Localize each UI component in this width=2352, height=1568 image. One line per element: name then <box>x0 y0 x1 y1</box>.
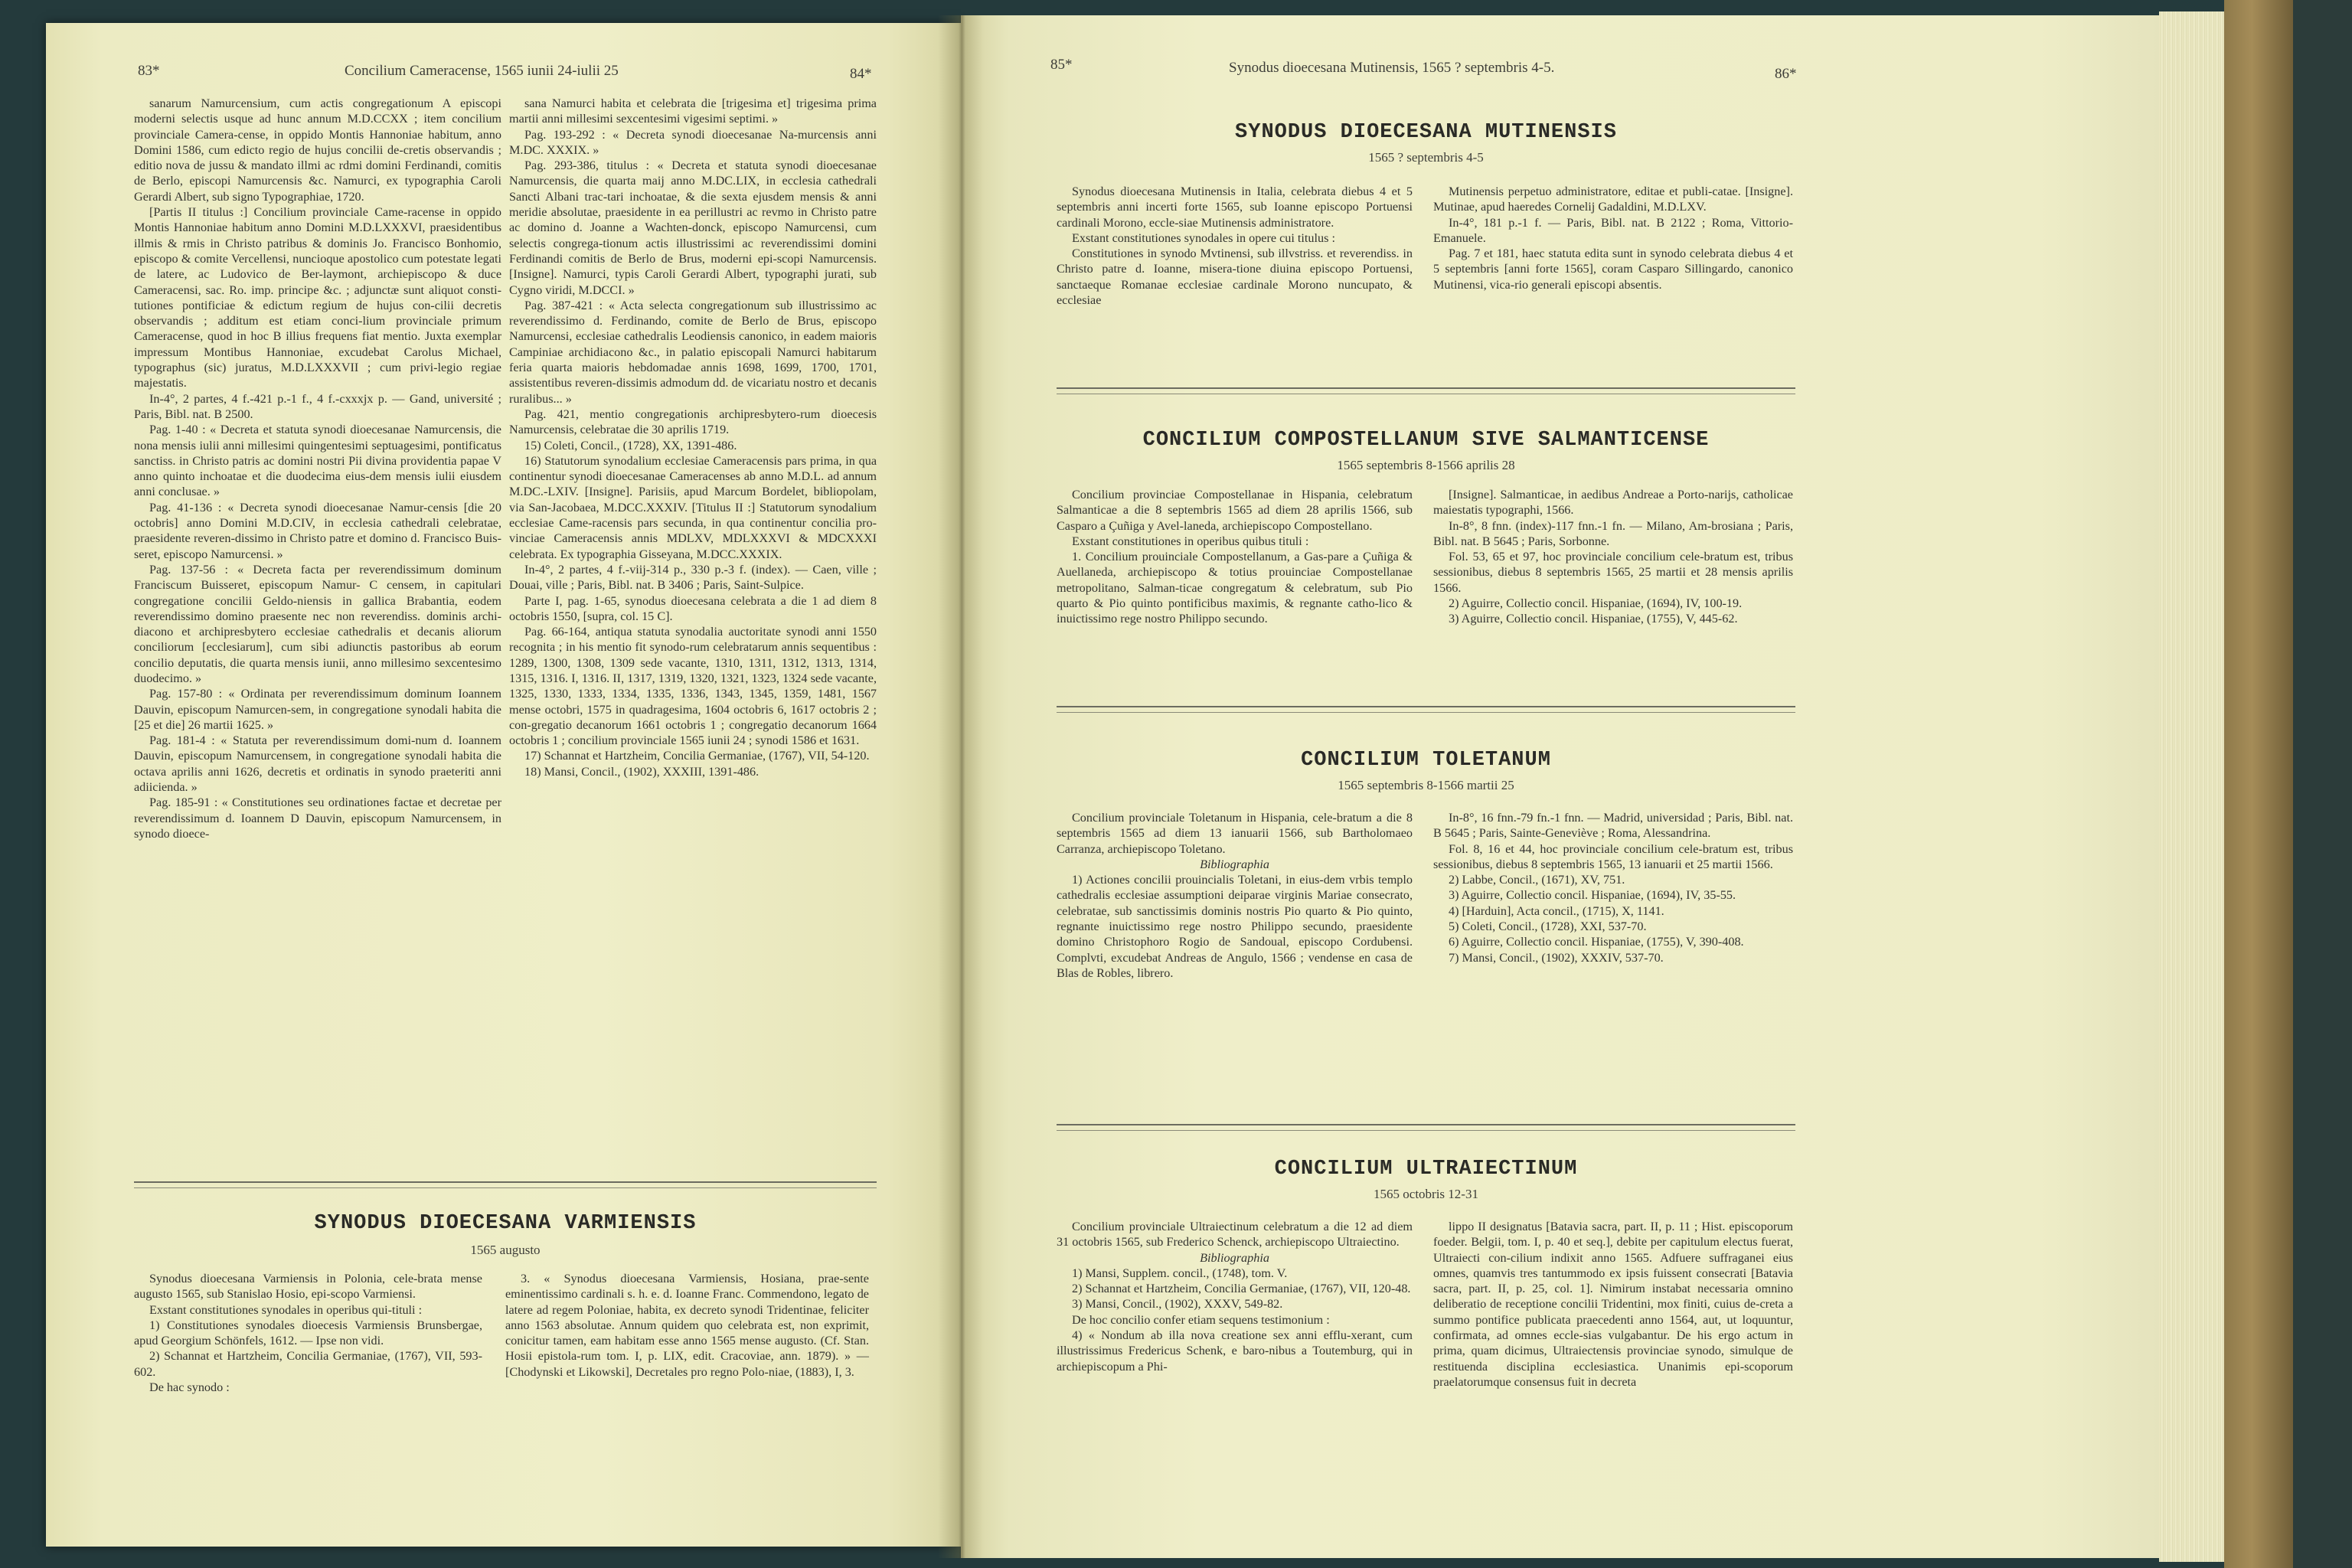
section-title-ultraiectinum: CONCILIUM ULTRAIECTINUM <box>1274 1158 1578 1181</box>
section-divider <box>1057 706 1795 713</box>
paragraph: In-8°, 8 fnn. (index)-117 fnn.-1 fn. — Milano, Am-brosiana ; Paris, Bibl. nat. B 5645 ; Paris, Sorbonne. <box>1433 518 1793 548</box>
paragraph: Constitutiones in synodo Mvtinensi, sub illvstriss. et reverendiss. in Christo patre d. Ioanne, misera-tione diuina episcopo Portuensi, sanctaeque Romanae ecclesiae cardinale Morono nuncupato, & ecclesiae <box>1057 247 1413 308</box>
page-number-86: 86* <box>1775 66 1797 82</box>
paragraph: 1) Constitutiones synodales dioecesis Varmiensis Brunsbergae, apud Georgium Schönfels, 1612. — Ipse non vidi. <box>134 1318 482 1348</box>
page-number-84: 84* <box>850 66 872 82</box>
bibliographia-heading: Bibliographia <box>1200 857 1269 871</box>
section-date-varmiensis: 1565 augusto <box>470 1243 541 1257</box>
paragraph: In-8°, 16 fnn.-79 fn.-1 fnn. — Madrid, universidad ; Paris, Bibl. nat. B 5645 ; Paris, Sainte-Geneviève ; Roma, Alessandrina. <box>1433 811 1793 841</box>
paragraph: Pag. 1-40 : « Decreta et statuta synodi dioecesanae Namurcensis, die nona mensis iulii anni millesimi quingentesimi septuagesimi, pontificatus sanctiss. in Christo patris ac domini nostri Pii divina providentia papae V anno quinto inchoatae et die duodecima eius-dem mensis iulii eiusdem anni conclusae. » <box>134 423 501 499</box>
left-column-1 <box>134 96 501 841</box>
section-title-varmiensis: SYNODUS DIOECESANA VARMIENSIS <box>314 1212 697 1235</box>
section-date-ultraiectinum: 1565 octobris 12-31 <box>1374 1187 1478 1201</box>
compostellanum-column-2 <box>1433 487 1793 627</box>
paragraph: Concilium provinciale Ultraiectinum celebratum a die 12 ad diem 31 octobris 1565, sub Frederico Schenck, archiepiscopo Ultraiectino. <box>1057 1220 1413 1250</box>
paragraph: Pag. 66-164, antiqua statuta synodalia auctoritate synodi anni 1550 recognita ; in his mentio fit synodo-rum celebratarum annis sequentibus : 1289, 1300, 1308, 1309 sede vacante, 1310, 1311, 1312, 1313, 1314, 1315, 1316. I, 1316. II, 1317, 1319, 1320, 1321, 1323, 1324 sede vacante, 1325, 1330, 1333, 1334, 1335, 1336, 1343, 1345, 1359, 1481, 1567 mense octobri, 1575 in quadragesima, 1604 octobris 6, 1617 octobris 2 ; con-gregatio decanorum 1661 octobris 1 ; congregatio decanorum 1664 octobris 1 ; concilium provinciale 1565 iunii 24 ; synodi 1586 et 1631. <box>509 625 877 748</box>
paragraph: 1. Concilium prouinciale Compostellanum, a Gas-pare a Çuñiga & Auellaneda, archiepiscopo & totius prouinciae Compostellanae metropolitano, Salman-ticae congregatum & celebratum, sub Pio quarto & Pio quinto pontificibus maximis, & regnante catho-lico & inuictissimo rege nostro Philippo secundo. <box>1057 550 1413 626</box>
page-number-85: 85* <box>1050 57 1073 73</box>
toletanum-column-1 <box>1057 810 1413 981</box>
page-number-83: 83* <box>138 63 160 79</box>
book-gutter <box>938 15 984 1558</box>
paragraph: 3. « Synodus dioecesana Varmiensis, Hosiana, prae-sente eminentissimo cardinali s. h. e. d. Ioanne Franc. Commendono, legato de latere ad regem Poloniae, habita, ex decreto synodi Tridentinae, feliciter anno 1563 absolutae. Annum quidem quo celebrata est, non exprimit, conicitur tamen, eam habitam esse anno 1565 mense augusto. (Cf. Stan. Hosii epistola-rum tom. I, p. LIX, edit. Cracoviae, ann. 1879). » — [Chodynski et Likowski], Decretales pro regno Polo-niae, (1883), I, 3. <box>505 1272 869 1379</box>
bibliography-entry: 4) « Nondum ab illa nova creatione sex anni efflu-xerant, cum illustrissimus Fredericus Schenk, e baro-nibus a Toutemburg, qui in archiepiscopum a Phi- <box>1057 1328 1413 1374</box>
mutinensis-column-2 <box>1433 184 1793 292</box>
paragraph: 6) Aguirre, Collectio concil. Hispaniae, (1755), V, 390-408. <box>1449 935 1744 949</box>
paragraph: 7) Mansi, Concil., (1902), XXXIV, 537-70. <box>1449 950 1664 965</box>
section-divider <box>1057 387 1795 394</box>
bibliography-entry: De hoc concilio confer etiam sequens testimonium : <box>1072 1312 1330 1327</box>
section-date-mutinensis: 1565 ? septembris 4-5 <box>1368 150 1484 165</box>
paragraph: 16) Statutorum synodalium ecclesiae Cameracensis pars prima, in qua continentur synodi dioecesanae Cameracenses ab anno M.D.L. ad annum M.DC.-LXIV. [Insigne]. Parisiis, apud Marcum Bordelet, bibliopolam, via San-Jacobaea, M.DCC.XXXIV. [Titulus II :] Statutorum synodalium ecclesiae Came-racensis pars secunda, in qua continentur concilia pro-vinciae Cameracensis annis MDLXV, MDLXXXVI & MDCXXXI celebrata. Ex typographia Gisseyana, M.DCC.XXXIX. <box>509 453 877 561</box>
section-title-mutinensis: SYNODUS DIOECESANA MUTINENSIS <box>1235 121 1617 144</box>
compostellanum-column-1 <box>1057 487 1413 627</box>
paragraph: Pag. 387-421 : « Acta selecta congregationum sub illustrissimo ac reverendissimo d. Ferdinando, comite de Berlo de Brus, episcopo Namurcensi, ecclesiae cathedralis Leodiensis canonico, in eadem maioris Campiniae archidiacono &c., in palatio episcopali Namurci habitarum feria quarta maioris hebdomadae annis 1698, 1699, 1700, 1701, assistentibus reveren-dissimis admodum dd. de vicariatu nostro et decanis ruralibus... » <box>509 298 877 406</box>
bibliography-entry: 2) Schannat et Hartzheim, Concilia Germaniae, (1767), VII, 120-48. <box>1072 1282 1411 1296</box>
section-date-compostellanum: 1565 septembris 8-1566 aprilis 28 <box>1337 458 1515 472</box>
paragraph: De hac synodo : <box>149 1380 230 1395</box>
paragraph: Concilium provinciae Compostellanae in Hispania, celebratum Salmanticae a die 8 septembris 1565 ad diem 28 aprilis 1566, sub Casparo a Çuñiga y Avel-laneda, archiepiscopo Compostellano. <box>1057 488 1413 533</box>
paragraph: Fol. 8, 16 et 44, hoc provinciale concilium cele-bratum est, tribus sessionibus, diebus 8 septembris 1565, 13 ianuarii et 25 martii 1566. <box>1433 841 1793 871</box>
section-divider <box>134 1181 877 1188</box>
paragraph: 3) Aguirre, Collectio concil. Hispaniae, (1694), IV, 35-55. <box>1449 888 1736 903</box>
bibliography-entry: 1) Mansi, Supplem. concil., (1748), tom. V. <box>1072 1266 1288 1280</box>
paragraph: lippo II designatus [Batavia sacra, part. II, p. 11 ; Hist. episcoporum foeder. Belgii, tom. I, p. 40 et seq.], debite per capitulum electus fuerat, Ultraiecti con-cilium indixit anno 1565. Adfuere suffraganei eius omnes, quamvis tres tantummodo ex ipsis fuissent consecrati [Batavia sacra, part. II, p. 25, col. 1]. Nimirum instabat necessaria omnino deliberatio de receptione concilii Tridentini, mox finiti, cuius de-creta a summo pontifice publicata praecedenti anno 1564, aut, ut loquuntur, confirmata, ad omnes eccle-sias vulgabantur. De his ergo actum in prima, quam dicimus, Ultraiectensis provinciae synodo, simulque de restituenda disciplina ecclesiastica. Unanimis epi-scoporum praelatorumque consensus fuit in decreta <box>1433 1220 1793 1389</box>
paragraph: 3) Aguirre, Collectio concil. Hispaniae, (1755), V, 445-62. <box>1449 612 1738 626</box>
paragraph: 17) Schannat et Hartzheim, Concilia Germaniae, (1767), VII, 54-120. <box>524 749 870 763</box>
section-date-toletanum: 1565 septembris 8-1566 martii 25 <box>1338 778 1514 792</box>
paragraph: Fol. 53, 65 et 97, hoc provinciale concilium cele-bratum est, tribus sessionibus, diebus 8 septembris 1565, 25 martii et 28 mensis aprilis 1566. <box>1433 550 1793 595</box>
section-divider <box>1057 1124 1795 1131</box>
paragraph: Exstant constitutiones synodales in operibus qui-tituli : <box>149 1302 423 1317</box>
paragraph: 15) Coleti, Concil., (1728), XX, 1391-486. <box>524 438 737 452</box>
section-title-toletanum: CONCILIUM TOLETANUM <box>1301 749 1551 772</box>
paragraph: 5) Coleti, Concil., (1728), XXI, 537-70. <box>1449 920 1647 934</box>
paragraph: Pag. 421, mentio congregationis archipresbytero-rum dioecesis Namurcensis, celebratae die 30 aprilis 1719. <box>509 407 877 437</box>
paragraph: sanarum Namurcensium, cum actis congregationum A episcopi moderni selectis usque ad hunc annum M.D.CCXX ; item concilium provinciale Camera-cense, in oppido Montis Hannoniae habitum, anno Domini 1586, cum edicto regio de hujus concilii de-cretis observandis ; editio nova de jussu & mandato illmi ac rdmi domini Ferdinandi, comitis de Berlo, episcopi Namurcensis &c. Namurci, ex typographia Caroli Gerardi Albert, sub signo Typographiae, 1720. <box>134 96 501 204</box>
paragraph: Pag. 41-136 : « Decreta synodi dioecesanae Namur-censis [die 20 octobris] anno Domini M.D.CIV, in ecclesia cathedrali celebratae, praesidente reveren-dissimo in Christo patre et domino d. Francisco Buis-seret, episcopo Namurcensi. » <box>134 500 501 561</box>
bibliography-entry: 1) Actiones concilii prouincialis Toletani, in eius-dem vrbis templo cathedralis ecclesiae assumptioni deiparae virginis Mariae consecrato, celebratae, sub sanctissimis dominis nostris Pio quarto & Pio quinto, regnante inuictissimo rege nostro Philippo secundo, praesidente domino Christophoro Rogio de Sandoual, episcopo Cordubensi. Complvti, excudebat Andreas de Angulo, 1566 ; vendense en casa de Blas de Robles, librero. <box>1057 873 1413 980</box>
paragraph: Synodus dioecesana Mutinensis in Italia, celebrata diebus 4 et 5 septembris anni incerti forte 1565, sub Ioanne episcopo Portuensi cardinali Morono, eccle-siae Mutinensis administratore. <box>1057 185 1413 230</box>
paragraph: [Partis II titulus :] Concilium provinciale Came-racense in oppido Montis Hannoniae habitum anno Domini M.D.LXXXVI, praesidentibus illmis & rmis in Christo patribus & dominis Jo. Francisco Bonhomio, episcopo & comite Vercellensi, nuncioque apostolico cum potestate legati de latere, ac Ludovico de Ber-laymont, archiepiscopo & duce Cameracensi, sac. Ro. imp. principe &c. ; adjunctæ sunt aliquot consti-tutiones pontificiae & edictum regium de hujus con-cilii decretis observandis ; additum est etiam conci-lium provinciale primum Cameracense, quod in hoc B illius frequens fiat mentio. Juxta exemplar impressum Montibus Hannoniae, excudebat Carolus Michael, typographus (sic) juratus, M.D.LXXXVII ; cum privi-legio regiae majestatis. <box>134 205 501 390</box>
running-title-right: Synodus dioecesana Mutinensis, 1565 ? septembris 4-5. <box>1229 60 1555 76</box>
paragraph: [Insigne]. Salmanticae, in aedibus Andreae a Porto-narijs, catholicae maiestatis typographi, 1566. <box>1433 488 1793 518</box>
paragraph: Parte I, pag. 1-65, synodus dioecesana celebrata a die 1 ad diem 8 octobris 1550, [supra, col. 15 C]. <box>509 593 877 623</box>
paragraph: 4) [Harduin], Acta concil., (1715), X, 1141. <box>1449 903 1664 918</box>
paragraph: Pag. 185-91 : « Constitutiones seu ordinationes factae et decretae per reverendissimum d. Ioannem D Dauvin, episcopum Namurcensem, in synodo dioece- <box>134 795 501 841</box>
paragraph: Pag. 137-56 : « Decreta facta per reverendissimum dominum Franciscum Buisseret, episcopum Namur- C censem, in capitulari congregatione concilii Geldo-niensis in gallica Brabantia, eodem reverendissimo domino praesente nec non reverendiss. dominis archi-diacono et archipresbytero ecclesiae cathedralis et decanis aliorum conciliorum [ecclesiarum], cum sibi adiunctis pastoribus ab eorum concilio deputatis, die quarta mensis iunii, anno millesimo sexcentesimo duodecimo. » <box>134 562 501 685</box>
paragraph: Synodus dioecesana Varmiensis in Polonia, cele-brata mense augusto 1565, sub Stanislao Hosio, epi-scopo Varmiensi. <box>134 1272 482 1302</box>
left-column-2 <box>509 96 877 779</box>
paragraph: 18) Mansi, Concil., (1902), XXXIII, 1391-486. <box>524 764 760 779</box>
running-title-left: Concilium Cameracense, 1565 iunii 24-iulii 25 <box>345 63 619 79</box>
paragraph: Pag. 193-292 : « Decreta synodi dioecesanae Na-murcensis anni M.DC. XXXIX. » <box>509 127 877 157</box>
ultraiectinum-column-1 <box>1057 1219 1413 1374</box>
paragraph: 2) Aguirre, Collectio concil. Hispaniae, (1694), IV, 100-19. <box>1449 596 1743 611</box>
paragraph: Pag. 7 et 181, haec statuta edita sunt in synodo celebrata diebus 4 et 5 septembris [anni forte 1565], coram Casparo Sillingardo, canonico Mutinensi, vica-rio generali episcopi absentis. <box>1433 247 1793 292</box>
mutinensis-column-1 <box>1057 184 1413 308</box>
background <box>2293 0 2352 1568</box>
book-cover-edge <box>2224 0 2293 1568</box>
bibliography-entry: 3) Mansi, Concil., (1902), XXXV, 549-82. <box>1072 1297 1283 1312</box>
varmiensis-column-1 <box>134 1271 482 1395</box>
paragraph: In-4°, 181 p.-1 f. — Paris, Bibl. nat. B 2122 ; Roma, Vittorio-Emanuele. <box>1433 215 1793 245</box>
ultraiectinum-column-2 <box>1433 1219 1793 1390</box>
paragraph: 2) Labbe, Concil., (1671), XV, 751. <box>1449 873 1625 887</box>
section-title-compostellanum: CONCILIUM COMPOSTELLANUM SIVE SALMANTICENSE <box>1142 429 1710 452</box>
paragraph: Pag. 157-80 : « Ordinata per reverendissimum dominum Ioannem Dauvin, episcopum Namurcen-sem, in congregatione synodali habita die [25 et die] 26 martii 1625. » <box>134 687 501 732</box>
paragraph: Pag. 293-386, titulus : « Decreta et statuta synodi dioecesanae Namurcensis, die quarta maij anno M.DC.LIX, in ecclesia cathedrali Sancti Albani trac-tari inchoatae, & die sexta ejusdem mensis & anni meridie absolutae, praesidente in ea perillustri ac revmo in Christo patre ac domino d. Joanne a Wachten-donck, episcopo Namurcensi, cum selectis congrega-tionum actis illustrissimi ac reverendissimi domini Ferdinandi comitis de Berlo de Brus, moderni epi-scopi Namurcensis. [Insigne]. Namurci, typis Caroli Gerardi Albert, typographi jurati, sub Cygno viridi, M.DCCI. » <box>509 158 877 297</box>
toletanum-column-2 <box>1433 810 1793 965</box>
paragraph: Exstant constitutiones synodales in opere cui titulus : <box>1072 230 1335 245</box>
paragraph: Exstant constitutiones in operibus quibus tituli : <box>1072 534 1309 548</box>
paragraph: Mutinensis perpetuo administratore, editae et publi-catae. [Insigne]. Mutinae, apud haeredes Cornelij Gadaldini, M.D.LXV. <box>1433 185 1793 214</box>
paragraph: In-4°, 2 partes, 4 f.-421 p.-1 f., 4 f.-cxxxjx p. — Gand, université ; Paris, Bibl. nat. B 2500. <box>134 391 501 421</box>
paragraph: Pag. 181-4 : « Statuta per reverendissimum domi-num d. Ioannem Dauvin, episcopum Namurcensem, in congregatione synodali habita die octava aprilis anni 1626, decretis et ordinatis in synodo praeteriti anni adiicienda. » <box>134 733 501 795</box>
varmiensis-column-2 <box>505 1271 869 1380</box>
bibliographia-heading: Bibliographia <box>1200 1250 1269 1265</box>
page-edges <box>2159 11 2228 1562</box>
paragraph: sana Namurci habita et celebrata die [trigesima et] trigesima prima martii anni millesimi sexcentesimi vigesimi septimi. » <box>509 96 877 126</box>
paragraph: Concilium provinciale Toletanum in Hispania, cele-bratum a die 8 septembris 1565 ad diem 13 ianuarii 1566, sub Bartholomaeo Carranza, archiepiscopo Toletano. <box>1057 811 1413 856</box>
paragraph: 2) Schannat et Hartzheim, Concilia Germaniae, (1767), VII, 593-602. <box>134 1349 482 1379</box>
paragraph: In-4°, 2 partes, 4 f.-viij-314 p., 330 p.-3 f. (index). — Caen, ville ; Douai, ville ; Paris, Bibl. nat. B 3406 ; Paris, Saint-Sulpice. <box>509 562 877 593</box>
